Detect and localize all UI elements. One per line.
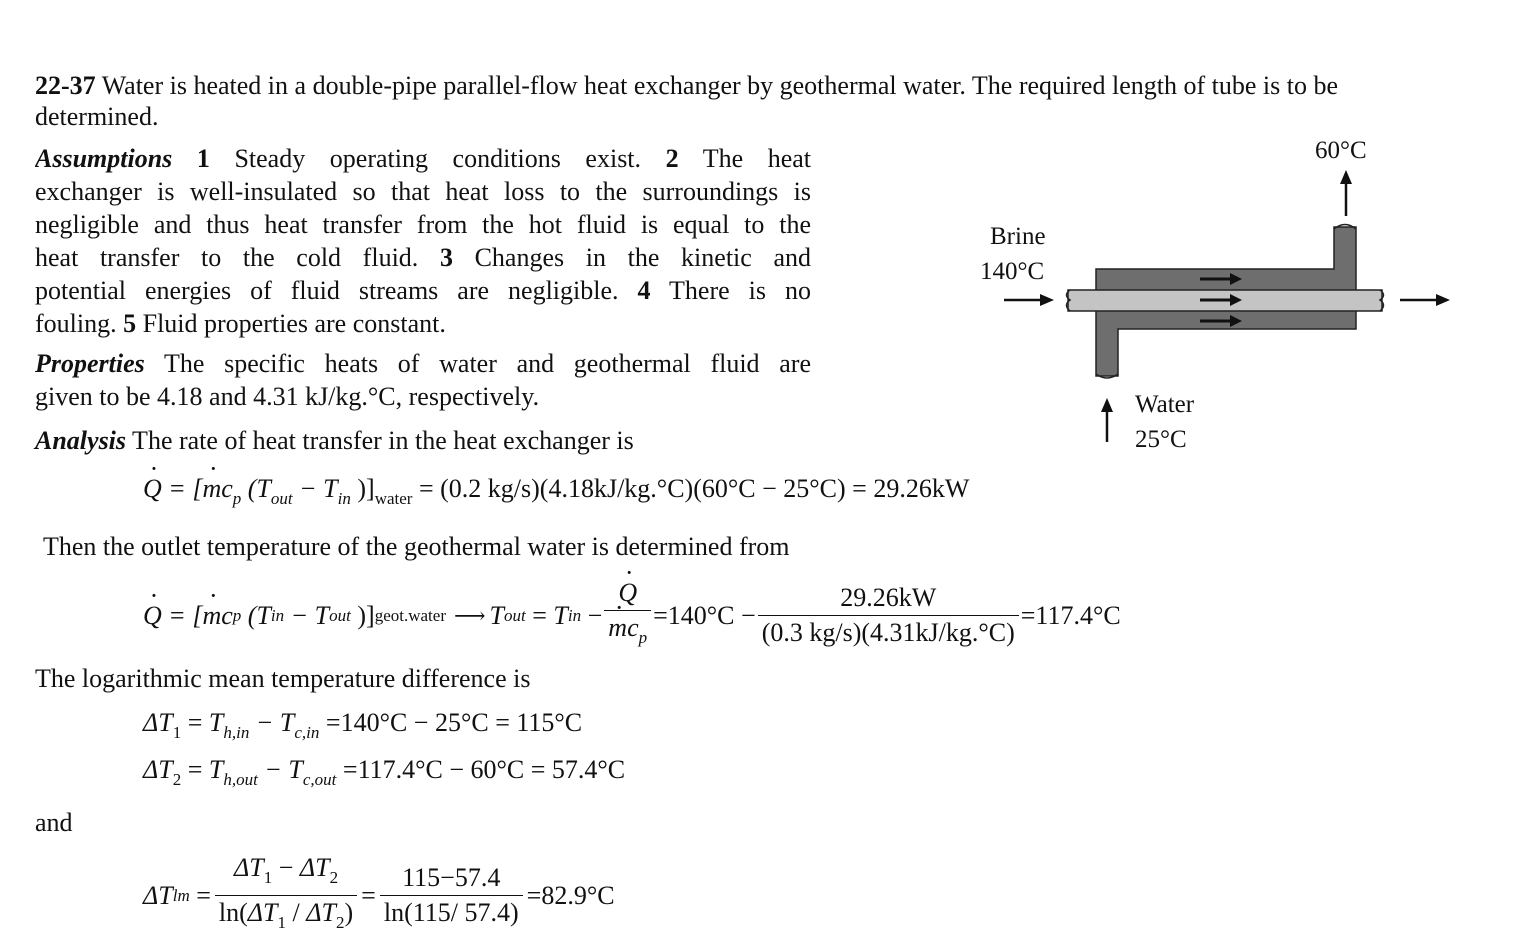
assumptions-line-5: potential energies of fluid streams are negligible. 4 There is no xyxy=(35,276,811,305)
analysis-label: Analysis xyxy=(35,426,127,455)
heat-exchanger-diagram xyxy=(960,130,1480,460)
assumptions-line-4: heat transfer to the cold fluid. 3 Changes in the kinetic and xyxy=(35,243,811,272)
properties-line-1: Properties The specific heats of water and geothermal fluid are xyxy=(35,349,811,378)
water-temp-label: 25°C xyxy=(1135,426,1187,453)
eq2-value1: =140°C − xyxy=(653,600,756,630)
properties-line-2: given to be 4.18 and 4.31 kJ/kg.°C, respectively. xyxy=(35,382,540,411)
equation-outlet-temp: Q · = [m ·c p (T in − T out )] geot.water ⟶ T out = T in − $\frac{Q \cdot}{m \cdot c_p}$ =140°C − $\frac{29.26kW}{(0.3 kg/s)(4.31kJ/kg.^\circ C)}$ =117.4°C xyxy=(143,578,1121,653)
eq2-result: =117.4°C xyxy=(1020,600,1121,630)
properties-label: Properties xyxy=(35,349,145,378)
and-text: and xyxy=(35,808,73,837)
equation-heat-rate: Q · = [$m \cdot c_p$ ($T_{out} - T_{in}$ )]$_{water} = (0.2$ kg/s)(4.18kJ/kg.°C)(60°C − 25°C) = 29.26kW xyxy=(143,474,969,514)
assumptions-line-2: exchanger is well-insulated so that heat loss to the surroundings is xyxy=(35,177,811,206)
assumptions-paragraph xyxy=(35,142,811,340)
eq5-result: =82.9°C xyxy=(526,880,615,910)
eq2-denominator: (0.3 kg/s)(4.31kJ/kg.°C) xyxy=(758,615,1019,648)
water-outlet-arrow-icon xyxy=(1340,170,1352,216)
eq1-rhs: = (0.2 kg/s)(4.18kJ/kg.°C)(60°C − 25°C) = 29.26kW xyxy=(418,474,970,503)
problem-number: 22-37 xyxy=(35,71,96,100)
equation-delta-t2: $\Delta T_2 = T_{h,out} - T_{c,out} =117.4^\circ C - 60^\circ C = 57.4^\circ C$ xyxy=(143,755,626,789)
equation-lmtd: ΔT lm = $\frac{\Delta T_1 - \Delta T_2}{\ln(\Delta T_1 / \Delta T_2)}$ = $\frac{115-57.4}{\ln(115/ 57.4)}$ =82.9°C xyxy=(143,853,615,938)
lmtd-text: The logarithmic mean temperature difference is xyxy=(35,664,531,693)
equation-delta-t1: $\Delta T_1 = T_{h,in} - T_{c,in} =140^\circ C - 25^\circ C = 115^\circ C$ xyxy=(143,708,583,742)
eq3-rhs: =140°C − 25°C = 115°C xyxy=(325,708,583,737)
problem-statement-line1: Water is heated in a double-pipe parallel-flow heat exchanger by geothermal water. The required length of tube is to be xyxy=(95,71,1338,100)
problem-heading xyxy=(35,69,1338,102)
assumptions-line-1: Assumptions 1 Steady operating conditions exist. 2 The heat xyxy=(35,144,811,173)
eq2-numerator: 29.26kW xyxy=(840,583,937,612)
outlet-arrow-icon xyxy=(1400,294,1450,306)
brine-inlet-arrow-icon xyxy=(1004,294,1054,306)
water-out-temp-label: 60°C xyxy=(1315,137,1367,164)
analysis-paragraph xyxy=(35,424,634,457)
problem-statement-line2: determined. xyxy=(35,102,159,131)
eq1-subscript: water xyxy=(374,489,413,508)
assumptions-line-6: fouling. 5 Fluid properties are constant. xyxy=(35,309,446,338)
assumptions-label: Assumptions xyxy=(35,144,173,173)
brine-temp-label: 140°C xyxy=(980,258,1045,285)
water-inlet-arrow-icon xyxy=(1101,398,1113,442)
water-label: Water xyxy=(1135,391,1195,418)
assumptions-line-3: negligible and thus heat transfer from the hot fluid is equal to the xyxy=(35,210,811,239)
brine-label: Brine xyxy=(990,223,1046,250)
eq2-subscript: geot.water xyxy=(374,605,446,625)
eq5-denominator: ln(115/ 57.4) xyxy=(380,895,523,928)
properties-paragraph xyxy=(35,347,811,413)
eq4-rhs: =117.4°C − 60°C = 57.4°C xyxy=(342,755,626,784)
analysis-text: The rate of heat transfer in the heat exchanger is xyxy=(126,426,634,455)
eq5-numerator: 115−57.4 xyxy=(402,863,501,892)
then-text: Then the outlet temperature of the geothermal water is determined from xyxy=(43,532,790,561)
